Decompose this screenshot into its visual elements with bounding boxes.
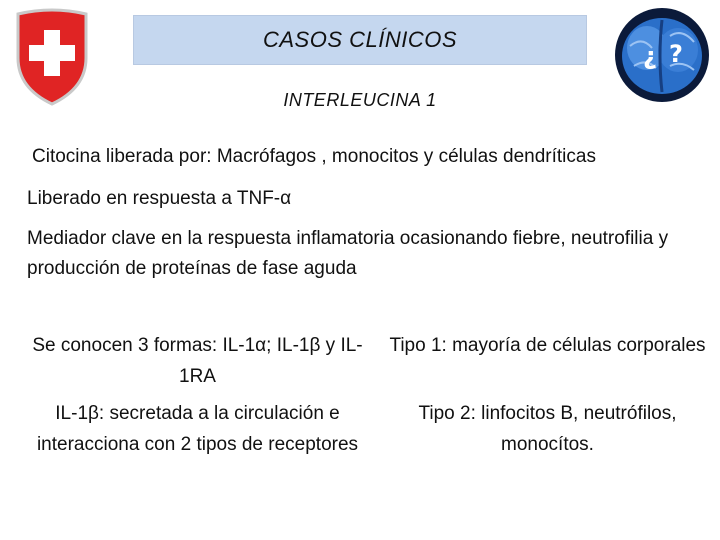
bullet-inflammatory-mediator: Mediador clave en la respuesta inflamatoria ocasionando fiebre, neutrofilia y producción de proteínas de fase aguda xyxy=(27,228,669,279)
bullet-release-trigger: Liberado en respuesta a TNF-α xyxy=(27,188,292,209)
receptor-type-2-cell: Tipo 2: linfocitos B, neutrófilos, monocítos. xyxy=(418,403,677,455)
forms-cell: Se conocen 3 formas: IL-1α; IL-1β y IL-1RA xyxy=(32,335,363,387)
page-title: CASOS CLÍNICOS xyxy=(262,27,458,52)
svg-text:¿: ¿ xyxy=(643,42,657,70)
receptor-type-1-cell: Tipo 1: mayoría de células corporales xyxy=(389,335,706,356)
title-banner xyxy=(133,15,587,65)
bullet-cell-source: Citocina liberada por: Macrófagos , monocitos y células dendríticas xyxy=(32,146,596,167)
slide-subtitle: INTERLEUCINA 1 xyxy=(283,90,437,110)
il1b-secretion-cell: IL-1β: secretada a la circulación e interacciona con 2 tipos de receptores xyxy=(36,403,359,455)
svg-text:?: ? xyxy=(669,40,683,68)
